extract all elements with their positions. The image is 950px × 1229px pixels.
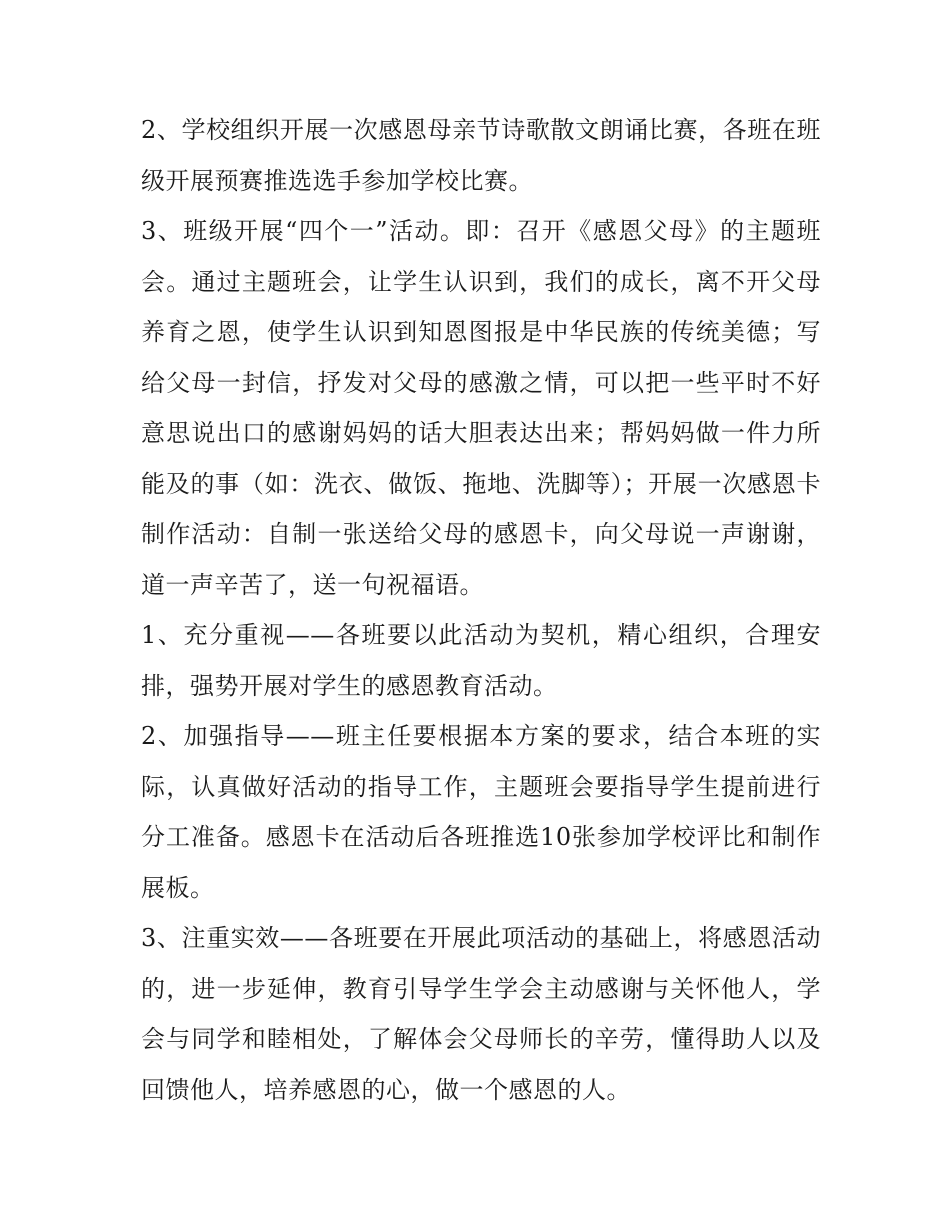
- document-body: [141, 105, 821, 1115]
- paragraph-poetry-contest: 2、学校组织开展一次感恩母亲节诗歌散文朗诵比赛，各班在班级开展预赛推选选手参加学校比赛。: [141, 116, 821, 195]
- paragraph-strengthen-guidance: 2、加强指导——班主任要根据本方案的要求，结合本班的实际，认真做好活动的指导工作，主题班会要指导学生提前进行分工准备。感恩卡在活动后各班推选10张参加学校评比和制作展板。: [141, 722, 821, 902]
- paragraph-practical-results: 3、注重实效——各班要在开展此项活动的基础上，将感恩活动的，进一步延伸，教育引导学生学会主动感谢与关怀他人，学会与同学和睦相处，了解体会父母师长的辛劳，懂得助人以及回馈他人，培养感恩的心，做一个感恩的人。: [141, 924, 821, 1104]
- paragraph-four-ones-activity: 3、班级开展“四个一”活动。即：召开《感恩父母》的主题班会。通过主题班会，让学生认识到，我们的成长，离不开父母养育之恩，使学生认识到知恩图报是中华民族的传统美德；写给父母一封信，抒发对父母的感激之情，可以把一些平时不好意思说出口的感谢妈妈的话大胆表达出来；帮妈妈做一件力所能及的事（如：洗衣、做饭、拖地、洗脚等）；开展一次感恩卡制作活动：自制一张送给父母的感恩卡，向父母说一声谢谢，道一声辛苦了，送一句祝福语。: [141, 217, 821, 599]
- paragraph-full-attention: 1、充分重视——各班要以此活动为契机，精心组织，合理安排，强势开展对学生的感恩教育活动。: [141, 621, 821, 700]
